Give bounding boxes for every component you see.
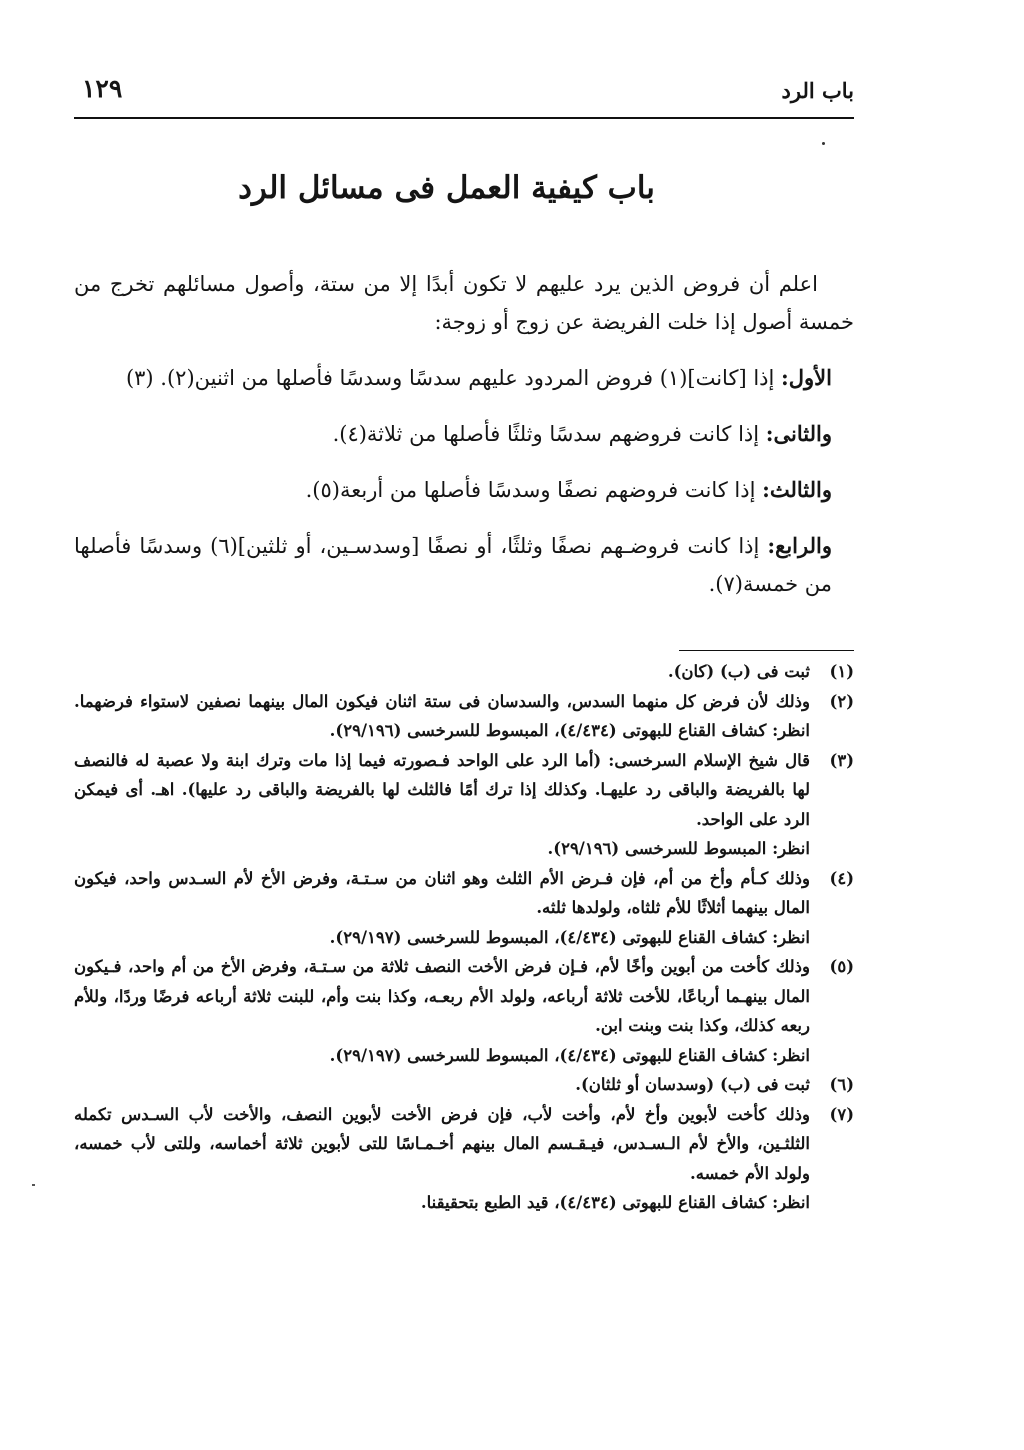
footnote-3 bbox=[74, 746, 854, 864]
case-text: إذا كانت فروضهم سدسًا وثلثًا فأصلها من ثلاثة(٤). bbox=[332, 422, 760, 446]
main-text bbox=[74, 265, 854, 603]
page-number: ١٢٩ bbox=[82, 74, 123, 103]
footnote-text: قال شيخ الإسلام السرخسى: (أما الرد على الواحد فـصورته فيما إذا مات وترك ابنة ولا عصبة له فالنصف لها بالفريضة والباقى رد عليهـا. وكذلك إذا ترك أمًا فالثلث لها بالفريضة والباقى رد عليها). اهـ. أى فيمكن الرد على الواحد. bbox=[74, 750, 810, 829]
footnotes bbox=[74, 657, 854, 1218]
running-header bbox=[74, 70, 854, 110]
case-fourth bbox=[74, 527, 854, 603]
footnote-text: وذلك كأخت لأبوين وأخ لأم، وأخت لأب، فإن فرض الأخت لأبوين النصف، والأخت لأب السـدس تكمله الثلثـين، والأخ لأم الـسـدس، فيـقـسم المال بينهم أخـمـاسًا للتى لأبوين ثلاثة أخماسه، وللتى لأب خمسه، ولولد الأم خمسه. bbox=[74, 1104, 810, 1183]
footnote-2 bbox=[74, 687, 854, 746]
case-label: والرابع: bbox=[767, 533, 832, 558]
intro-paragraph: اعلم أن فروض الذين يرد عليهم لا تكون أبدًا إلا من ستة، وأصول مسائلهم تخرج من خمسة أصول إذا خلت الفريضة عن زوج أو زوجة: bbox=[74, 272, 854, 334]
footnote-text: وذلك كأخت من أبوين وأخًا لأم، فـإن فرض الأخت النصف ثلاثة من سـتـة، وفرض الأخ من أم واحد، فـيكون المال بينهـما أرباعًا، للأخت ثلاثة أرباعه، ولولد الأم ربعـه، وكذا بنت وأم، للبنت ثلاثة أرباعه فرضًا وردًا، وللأم ربعه كذلك، وكذا بنت وبنت ابن. bbox=[74, 957, 810, 1035]
case-label: الأول: bbox=[781, 365, 832, 390]
footnote-number: (٣) bbox=[829, 750, 854, 770]
scan-margin-mark bbox=[32, 1184, 35, 1186]
footnote-number: (٢) bbox=[829, 691, 854, 711]
footnote-reference: انظر: كشاف القناع للبهوتى (٤/٤٣٤)، المبسوط للسرخسى (٢٩/١٩٧). bbox=[329, 1045, 810, 1065]
footnote-number: (١) bbox=[829, 662, 854, 681]
header-rule bbox=[74, 117, 854, 119]
case-second bbox=[74, 415, 854, 453]
footnote-text: ثبت فى (ب) (وسدسان أو ثلثان). bbox=[575, 1075, 810, 1094]
footnote-reference: انظر: كشاف القناع للبهوتى (٤/٤٣٤)، قيد الطبع بتحقيقنا. bbox=[420, 1193, 810, 1212]
case-first bbox=[74, 359, 854, 397]
footnote-reference: انظر: المبسوط للسرخسى (٢٩/١٩٦). bbox=[547, 839, 810, 858]
footnote-separator bbox=[679, 650, 854, 651]
running-title: باب الرد bbox=[781, 78, 854, 103]
case-text: إذا كانت فروضـهم نصفًا وثلثًا، أو نصفًا [وسدسـين، أو ثلثين](٦) وسدسًا فأصلها من خمسة(٧). bbox=[74, 534, 832, 596]
case-text: إذا [كانت](١) فروض المردود عليهم سدسًا وسدسًا فأصلها من اثنين(٢). (٣) bbox=[125, 366, 775, 390]
chapter-title: باب كيفية العمل فى مسائل الرد bbox=[238, 170, 655, 206]
footnote-text: وذلك كـأم وأخ من أم، فإن فـرض الأم الثلث وهو اثنان من سـتـة، وفرض الأخ لأم السـدس واحد، فيكون المال بينهما أثلاثًا للأم ثلثاه، ولولدها ثلثه. bbox=[74, 868, 810, 917]
footnote-7 bbox=[74, 1100, 854, 1218]
scan-speck bbox=[822, 142, 825, 145]
footnote-5 bbox=[74, 952, 854, 1070]
case-label: والثانى: bbox=[765, 421, 832, 446]
case-third bbox=[74, 471, 854, 509]
footnote-number: (٤) bbox=[829, 868, 854, 888]
case-label: والثالث: bbox=[762, 477, 832, 502]
footnote-text: ثبت فى (ب) (كان). bbox=[667, 662, 810, 681]
footnote-1 bbox=[74, 657, 854, 687]
footnote-number: (٥) bbox=[829, 957, 854, 976]
footnote-number: (٦) bbox=[829, 1075, 854, 1094]
footnote-reference: انظر: كشاف القناع للبهوتى (٤/٤٣٤)، المبسوط للسرخسى (٢٩/١٩٧). bbox=[329, 927, 810, 947]
footnote-text: وذلك لأن فرض كل منهما السدس، والسدسان فى ستة اثنان فيكون المال بينهما نصفين لاستواء فرضهما. انظر: كشاف القناع للبهوتى (٤/٤٣٤)، المبسوط للسرخسى (٢٩/١٩٦). bbox=[74, 691, 810, 740]
case-text: إذا كانت فروضهم نصفًا وسدسًا فأصلها من أربعة(٥). bbox=[305, 478, 756, 502]
footnote-number: (٧) bbox=[829, 1104, 854, 1124]
footnote-4 bbox=[74, 864, 854, 953]
footnote-6 bbox=[74, 1070, 854, 1100]
book-page bbox=[74, 70, 854, 1430]
